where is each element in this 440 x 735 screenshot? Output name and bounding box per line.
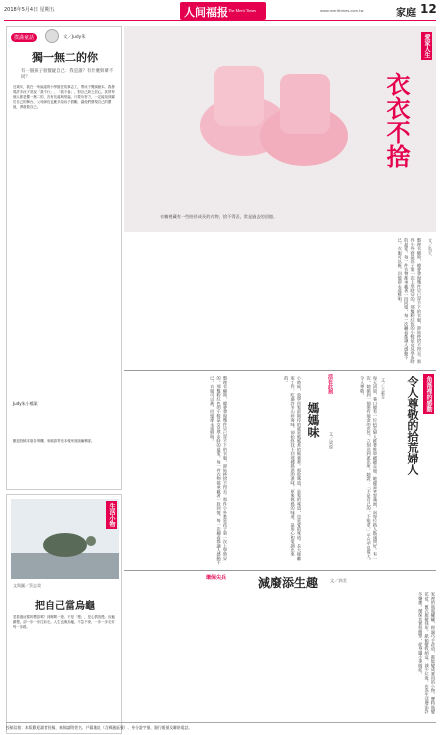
author-note: Judy朱小檔案	[13, 401, 38, 406]
mother-author: 文／梁偉	[329, 432, 334, 449]
column-tag: 撲滿童話	[11, 33, 37, 42]
mother-tag: 活在此刻	[327, 374, 333, 394]
feature-section-tag: 愛家人生	[423, 34, 430, 58]
feature-body: 整理衣櫥時，總會發現幾件早已穿不下的衣服，卻始終捨不得丟。那件小外套是孩子第一次上學時穿的，那雙粉紅色的小鞋是女兒學步時的最愛。每一件衣物都承載著一段回憶，每一次翻看都讓人感動不已。衣服可以舊，回憶卻永遠鮮明。	[397, 238, 422, 364]
feature-author: 文／吳天	[427, 238, 432, 256]
life-column	[6, 494, 122, 734]
mother-title: 媽媽味	[306, 402, 320, 438]
header-date: 2018年5月4日 星期五	[4, 7, 55, 13]
left-lead: 有一個孩子很懷疑自己：我是誰？有什麼與眾不同？	[21, 69, 114, 81]
header-website: www.merittimes.com.tw	[320, 9, 364, 13]
mother-body: 小時候，放學回家最期待的就是媽媽煮的飯菜香。那股味道，是家的味道，也是愛的味道。長大後離家工作，吃過許多山珍海味，卻始終找不回那種熟悉的滋味。原來媽媽的味道，是用心和愛調出來的。	[284, 376, 302, 561]
feature-body-continued: 整理衣櫥時，總會發現幾件早已穿不下的衣服，卻始終捨不得丟。那件小外套是孩子第一次上學時穿的，那雙粉紅色的小鞋是女兒學步時的最愛。每一件衣物都承載著一段回憶，每一次翻看都讓人感動不已。衣服可以舊，回憶卻永遠鮮明。	[210, 376, 228, 565]
section-divider-2	[124, 570, 436, 571]
touch-tag: 角落裡的感動	[425, 376, 432, 412]
header-page: 12	[420, 2, 437, 16]
author-avatar	[45, 29, 59, 43]
fun-title: 減廢添生趣	[258, 576, 319, 590]
touch-title: 令人尊敬的拾荒婦人	[406, 376, 419, 475]
feature-photo	[124, 26, 436, 232]
footer-note	[6, 722, 436, 733]
fun-author: 文／郭美	[330, 578, 347, 583]
header-section: 家庭	[396, 8, 416, 19]
life-title: 把自己當烏龜	[35, 601, 95, 612]
masthead-logo	[180, 2, 266, 20]
touch-author: 文／王素芬	[381, 378, 386, 399]
left-body: 近幾年，我在一所偏遠的小學擔任故事志工，帶孩子閱讀繪本。我發現許多孩子常說「我不行」、「我不會」，對自己缺乏信心。其實每個人都是獨一無二的，各有長處與短處。只要肯努力，一定能找到屬於自己的舞台。父母師長也應多給孩子鼓勵，讓他們發現自己的價值，勇敢做自己。	[13, 85, 115, 109]
fun-body: 家裡的瓶瓶罐罐，經過巧手改造，都能變成實用的小物。寶特瓶變花盆，舊衣服變抹布，紙箱變收納盒。減少垃圾，也為生活增添許多樂趣。環保其實很簡單，從身邊小事做起。	[418, 592, 436, 714]
feature-article	[124, 236, 436, 368]
header	[0, 0, 440, 22]
life-tag: 生活小物	[108, 503, 115, 527]
section-divider	[124, 370, 436, 371]
turtle-photo	[11, 499, 119, 579]
left-title: 獨一無二的你	[32, 51, 98, 64]
feature-caption: 衣櫥裡藏有一些陪伴成長的衣物，捨不得丟，常是過去的回憶。	[160, 214, 278, 219]
touch-column	[340, 372, 436, 568]
fun-column	[124, 572, 436, 718]
fun-tag: 環保尖兵	[206, 575, 227, 581]
touch-body: 每天清晨，巷口總有一位拾荒婦人推著推車緩緩走過。她總是笑容滿面，向每位路人點頭問好。有一次，她撿到一個裝有現金的皮包，立刻送到派出所。她說：「不是自己的，不能拿。」平凡中見偉大，令人尊敬。	[360, 376, 378, 563]
masthead-en: The Merit Times	[228, 8, 257, 13]
life-body: 忽看過這樣的標語嗎？到鄉間一遊，不是「慢」，是心情放慢。烏龜雖慢，卻一步一步往前走。人生也像烏龜，不急不徐，一步一步走好每一步路。	[13, 615, 115, 629]
mother-column	[232, 372, 336, 568]
footer-text: 投稿信箱：本版歡迎讀者投稿，來稿請附姓名、戶籍地址（含郵遞區號）、身分證字號、銀行帳號及聯絡電話。	[6, 725, 193, 730]
column-author: 文／Judy朱	[63, 35, 86, 40]
life-author: 文與圖／蔡志榮	[13, 583, 41, 588]
contest-note: 歡迎投稿本版各專欄，來稿請寄至本報家庭版編輯部。	[13, 439, 95, 443]
feature-title: 衣衣不捨	[382, 72, 411, 168]
turtle-icon	[11, 499, 119, 579]
masthead-title: 人间福报	[184, 6, 228, 19]
left-column	[6, 26, 122, 490]
header-rule	[4, 20, 436, 21]
